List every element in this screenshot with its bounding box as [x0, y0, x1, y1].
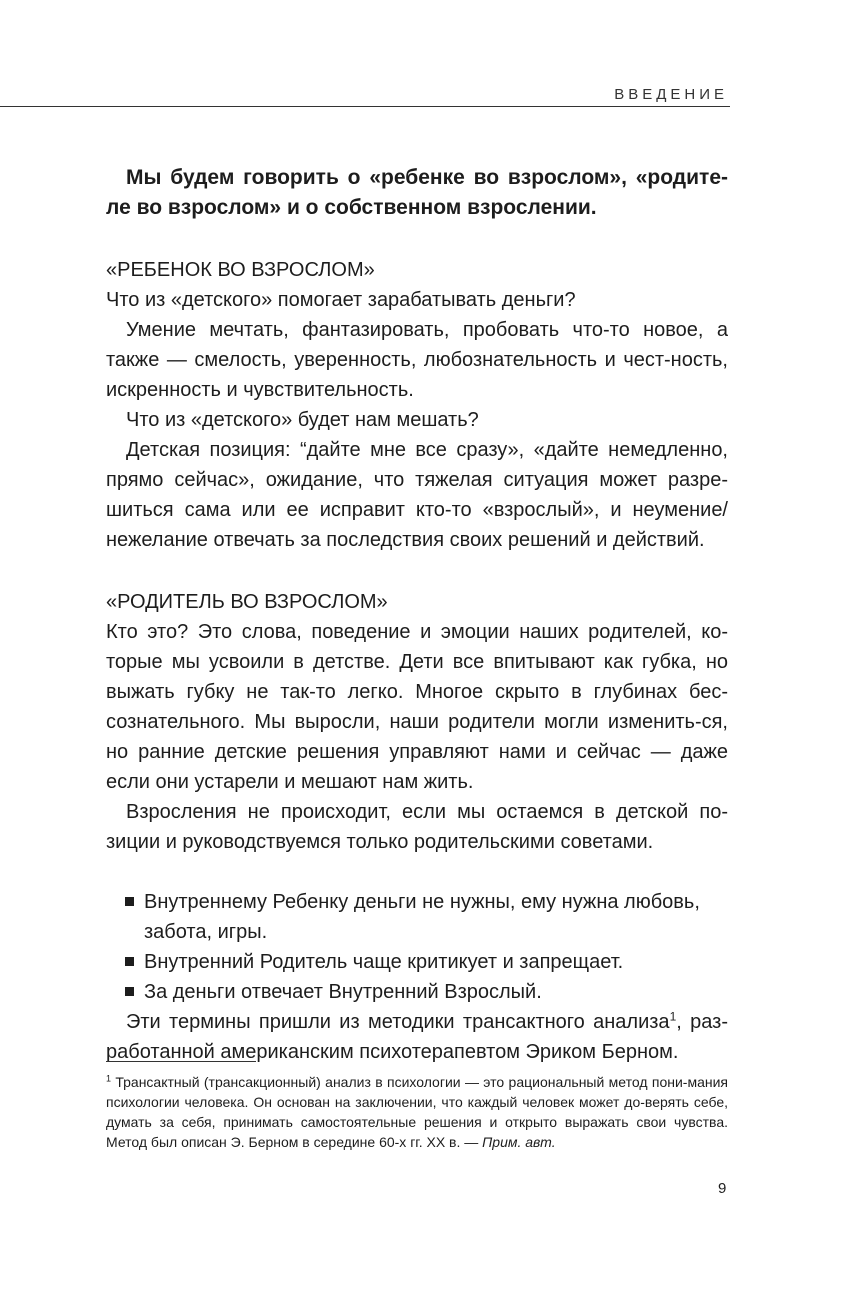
section-heading-parent: «РОДИТЕЛЬ ВО ВЗРОСЛОМ»: [106, 591, 388, 613]
square-bullet-icon: [125, 987, 134, 996]
header-rule: [0, 106, 730, 107]
paragraph: Что из «детского» будет нам мешать?: [126, 409, 479, 431]
list-item: [106, 947, 728, 977]
running-header: ВВЕДЕНИЕ: [614, 86, 728, 103]
list-item-text: Внутреннему Ребенку деньги не нужны, ему нужна любовь, забота, игры.: [144, 891, 700, 943]
bullet-list: [106, 887, 728, 1007]
section-heading-child: «РЕБЕНОК ВО ВЗРОСЛОМ»: [106, 259, 375, 281]
page-content: [106, 163, 728, 1067]
square-bullet-icon: [125, 897, 134, 906]
square-bullet-icon: [125, 957, 134, 966]
footnote-note: Прим. авт.: [482, 1134, 556, 1150]
footnote-reference[interactable]: 1: [669, 1009, 677, 1024]
closing-text-continued: , раз-работанной американским психотерапевтом Эриком Берном.: [106, 1011, 729, 1063]
list-item-text: Внутренний Родитель чаще критикует и запрещает.: [144, 951, 624, 973]
paragraph: Кто это? Это слова, поведение и эмоции наших родителей, ко-торые мы усвоили в детстве. Дети все впитывают как губка, но выжать губку не так-то легко. Многое скрыто в глубинах бес-сознательного. Мы выросли, наши родители могли изменить-ся, но ранние детские решения управляют нами и сейчас — даже если они устарели и мешают нам жить.: [106, 621, 728, 793]
paragraph: Детская позиция: “дайте мне все сразу», «дайте немедленно, прямо сейчас», ожидание, что тяжелая ситуация может разре-шиться сама или ее исправит кто-то «взрослый», и неумение/ нежелание отвечать за последствия своих решений и действий.: [106, 439, 728, 551]
page-number: 9: [718, 1180, 727, 1197]
list-item: [106, 887, 728, 947]
closing-text: Эти термины пришли из методики трансактного анализа: [126, 1011, 670, 1033]
closing-paragraph: [106, 1007, 728, 1067]
paragraph: Взросления не происходит, если мы остаемся в детской по-зиции и руководствуемся только родительскими советами.: [106, 801, 728, 853]
paragraph: Что из «детского» помогает зарабатывать деньги?: [106, 289, 576, 311]
footnote-text: Трансактный (трансакционный) анализ в психологии — это рациональный метод пони-мания психологии человека. Он основан на заключении, что каждый человек может до-верять себе, думать за себя, принимать самостоятельные решения и открыто выражать свои чувства. Метод был описан Э. Берном в середине 60-х гг. XX в. —: [106, 1074, 728, 1150]
paragraph: Умение мечтать, фантазировать, пробовать что-то новое, а также — смелость, уверенность, любознательность и чест-ность, искренность и чувствительность.: [106, 319, 728, 401]
footnote-rule: [106, 1061, 256, 1062]
footnote: [106, 1072, 728, 1152]
footnote-marker: 1: [106, 1073, 112, 1084]
lead-paragraph: Мы будем говорить о «ребенке во взрослом», «родите-ле во взрослом» и о собственном взрослении.: [106, 166, 728, 219]
list-item-text: За деньги отвечает Внутренний Взрослый.: [144, 981, 542, 1003]
list-item: [106, 977, 728, 1007]
